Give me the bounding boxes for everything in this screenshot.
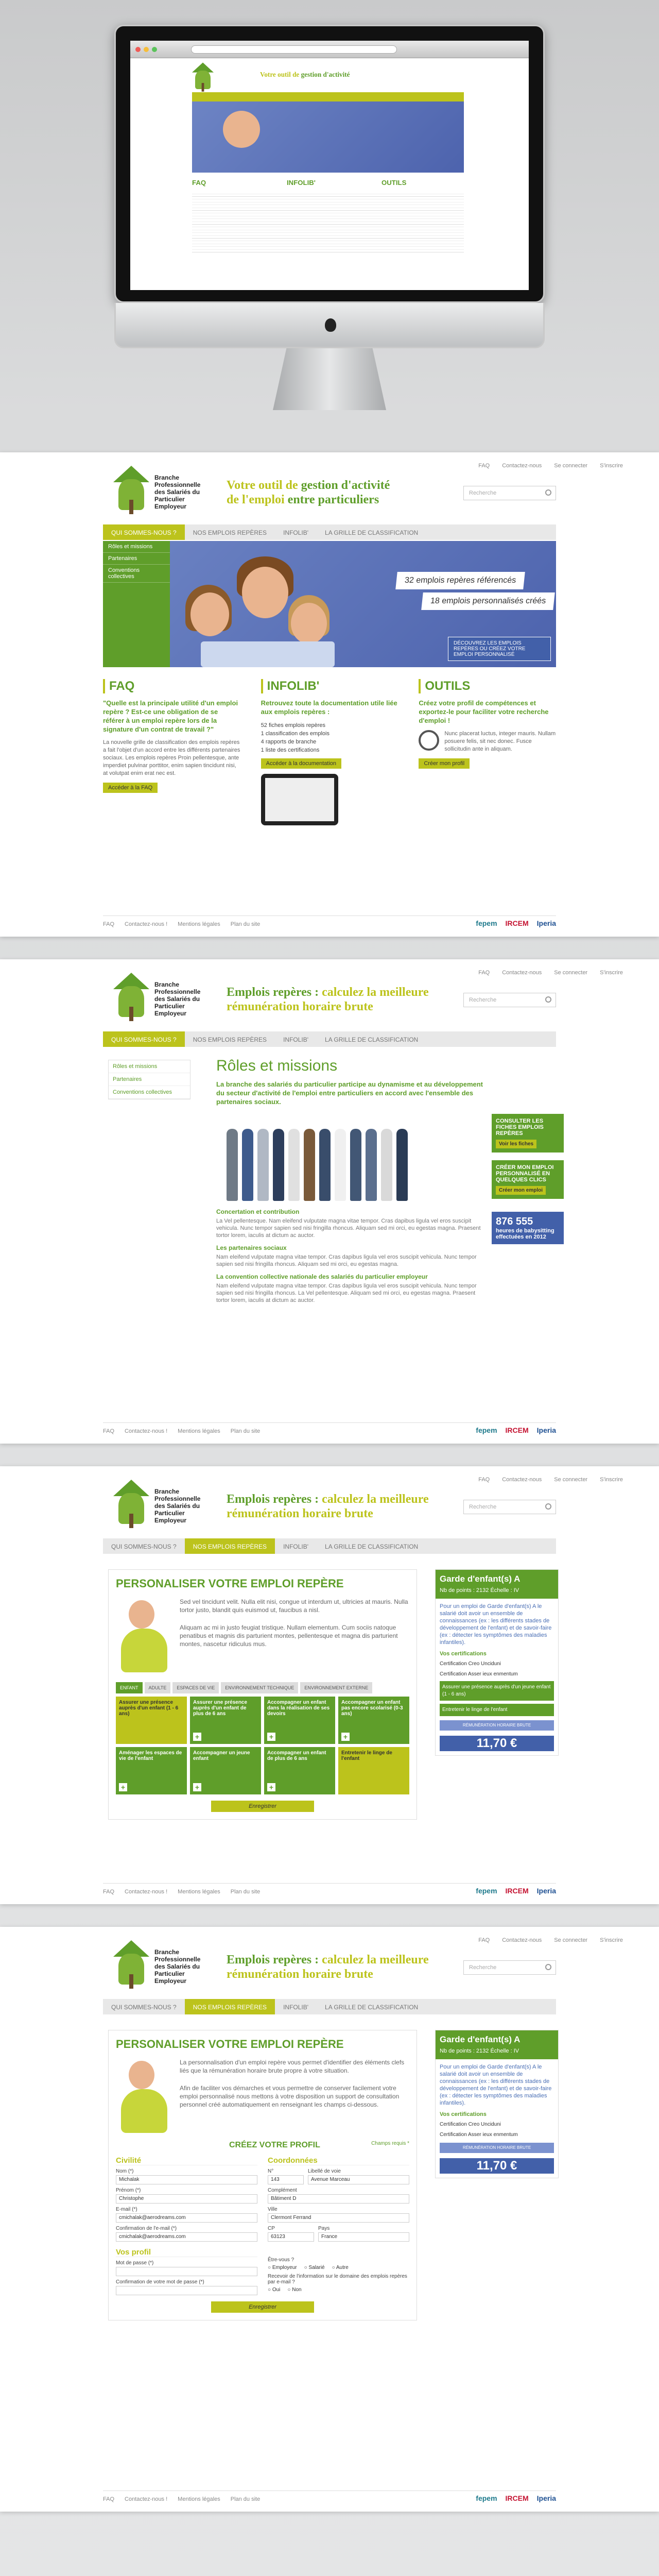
plus-icon[interactable]: + [193, 1733, 201, 1741]
footer-legal-link[interactable]: Mentions légales [178, 1428, 220, 1434]
address-bar[interactable] [191, 45, 397, 54]
panel-title: PERSONALISER VOTRE EMPLOI REPÈRE [116, 1577, 344, 1590]
side-partners-link[interactable]: Partenaires [103, 553, 170, 565]
complement-input[interactable]: Bâtiment D [268, 2194, 409, 2204]
prenom-label: Prénom (*) [116, 2188, 141, 2193]
top-links [478, 463, 623, 469]
faq-link[interactable]: FAQ [478, 1937, 490, 1943]
ircem-logo[interactable]: IRCEM [505, 1887, 529, 1895]
nav-emplois-reperes[interactable]: NOS EMPLOIS REPÈRES [193, 1036, 267, 1043]
section-heading: Concertation et contribution [216, 1208, 300, 1215]
minimize-dot-icon[interactable] [144, 47, 149, 52]
search-input[interactable]: Recherche [463, 486, 556, 500]
plus-icon[interactable]: + [119, 1783, 127, 1791]
intro-text: Sed vel tincidunt velit. Nulla elit nisi, congue ut interdum ut, ultricies at mauris. Nulla tortor justo, blandit quis euismod ut, faucibus a nisl. [180, 1598, 408, 1614]
left-sidebar [108, 1060, 190, 1099]
password-confirm-label: Confirmation de votre mot de passe (*) [116, 2279, 204, 2285]
email-confirm-input[interactable]: cmichalak@aerodreams.com [116, 2232, 257, 2242]
faq-heading: FAQ [103, 679, 240, 693]
faq-link[interactable]: FAQ [478, 463, 490, 469]
footer-legal-link[interactable]: Mentions légales [178, 1889, 220, 1895]
job-points: Nb de points : 2132 Échelle : IV [440, 1587, 519, 1594]
radio-oui[interactable]: ○ Oui [268, 2287, 281, 2293]
task-tile[interactable]: Entretenir le linge de l'enfant [338, 1747, 409, 1794]
iperia-logo[interactable]: Iperia [536, 1887, 556, 1895]
profil-heading: Vos profil [116, 2248, 257, 2257]
certification-item[interactable]: Certification Creo Unciduni [440, 2122, 501, 2127]
register-link[interactable]: S'inscrire [600, 970, 623, 976]
footer-sitemap-link[interactable]: Plan du site [230, 1428, 261, 1434]
email-label: E-mail (*) [116, 2207, 137, 2212]
login-link[interactable]: Se connecter [554, 970, 588, 976]
search-icon[interactable] [545, 1503, 551, 1510]
section-text: Nam eleifend vulputate magna vitae tempor. Cras dapibus ligula vel eros suscipit vehicula. Nunc tempor sapien sed nisi fringilla rhoncus. Aliquam sed mi orci, eu egestas magna. [216, 1254, 477, 1267]
personalize-page-mockup [0, 1466, 659, 1904]
partner-logos [476, 919, 556, 927]
create-job-button[interactable]: Créer mon emploi [496, 1186, 546, 1195]
certification-item[interactable]: Certification Asser ieux enmentum [440, 1671, 518, 1677]
logo-text: Branche Professionnelle des Salariés du Particulier Employeur [154, 1488, 201, 1524]
footer-sitemap-link[interactable]: Plan du site [230, 921, 261, 927]
required-note: Champs requis * [371, 2141, 409, 2146]
civilite-heading: Civilité [116, 2156, 257, 2165]
task-tile[interactable]: Assurer une présence auprès d'un enfant de plus de 6 ans + [190, 1697, 261, 1744]
outils-intro: Créez votre profil de compétences et exportez-le pour faciliter votre recherche d'emploi ! [419, 699, 549, 724]
nav-infolib[interactable]: INFOLIB' [283, 2004, 309, 2011]
search-icon[interactable] [545, 996, 551, 1003]
task-tile[interactable]: Assurer une présence auprès d'un enfant (1 - 6 ans) [116, 1697, 187, 1744]
task-tile[interactable]: Accompagner un enfant de plus de 6 ans + [264, 1747, 335, 1794]
logo-text: Branche Professionnelle des Salariés du Particulier Employeur [154, 981, 201, 1017]
main-nav [103, 1999, 556, 2014]
iperia-logo[interactable]: Iperia [536, 2494, 556, 2502]
side-conventions-link[interactable]: Conventions collectives [103, 565, 170, 583]
section-heading: La convention collective nationale des salariés du particulier employeur [216, 1273, 428, 1280]
monitor-stand [273, 348, 386, 410]
complement-label: Complément [268, 2188, 297, 2193]
tab-espaces[interactable]: ESPACES DE VIE [172, 1682, 219, 1693]
main-nav [103, 1031, 556, 1047]
outils-text: Nunc placerat luctus, integer mauris. Nullam posuere felis, sit nec donec. Fusce sollicitudin ante in aliquam. [444, 731, 556, 752]
plus-icon[interactable]: + [267, 1783, 275, 1791]
job-title: Garde d'enfant(s) A [440, 2035, 521, 2044]
nav-emplois-reperes[interactable]: NOS EMPLOIS REPÈRES [193, 529, 267, 536]
task-grid [116, 1697, 409, 1794]
job-summary-panel [435, 1569, 559, 1756]
footer-legal-link[interactable]: Mentions légales [178, 921, 220, 927]
apple-logo-icon [325, 318, 336, 332]
plus-icon[interactable]: + [193, 1783, 201, 1791]
save-button[interactable]: Enregistrer [211, 2301, 314, 2313]
footer-faq-link[interactable]: FAQ [103, 921, 115, 927]
role-question: Être-vous ? [268, 2257, 294, 2263]
main-nav [103, 524, 556, 540]
iperia-logo[interactable]: Iperia [536, 919, 556, 927]
intro-text-2: Afin de faciliter vos démarches et vous permettre de conserver facilement votre emploi personnalisé nous mettons à votre disposition un support de consultation personnel créé automatiquement en renseignant les champs ci-dessous. [180, 2084, 400, 2108]
selected-task-button[interactable]: Entretenir le linge de l'enfant [440, 1704, 554, 1716]
monitor-bezel [114, 25, 545, 303]
home-page-mockup [0, 452, 659, 937]
partner-logos [476, 1426, 556, 1434]
footer-faq-link[interactable]: FAQ [103, 1889, 115, 1895]
hero-side-menu [103, 541, 170, 667]
screen-preview: Votre outil de gestion d'activité FAQ INFOLIB' OUTILS [130, 58, 529, 197]
tab-env-externe[interactable]: ENVIRONNEMENT EXTERNE [300, 1682, 372, 1693]
email-confirm-label: Confirmation de l'e-mail (*) [116, 2226, 177, 2231]
fepem-logo[interactable]: fepem [476, 2494, 497, 2502]
radio-employeur[interactable]: ○ Employeur [268, 2265, 297, 2270]
job-description: Pour un emploi de Garde d'enfant(s) A le salarié doit avoir un ensemble de connaissances (ex : les différents stades de développement de l'enfant) et de savoir-faire (ex : détecter les symptômes des maladies infantiles). [440, 1603, 552, 1646]
documentation-button[interactable]: Accéder à la documentation [261, 758, 341, 769]
discover-button[interactable]: DÉCOUVREZ LES EMPLOIS REPÈRES OU CRÉEZ VOTRE EMPLOI PERSONNALISÉ [448, 637, 551, 661]
infolib-column [261, 679, 398, 825]
footer-sitemap-link[interactable]: Plan du site [230, 2496, 261, 2502]
plus-icon[interactable]: + [341, 1733, 350, 1741]
job-title: Garde d'enfant(s) A [440, 1574, 521, 1584]
radio-salarie[interactable]: ○ Salarié [304, 2265, 325, 2270]
section-text: La Vel pellentesque. Nam eleifend vulputate magna vitae tempor. Cras dapibus ligula vel eros suscipit vehicula. Nunc tempor sapien sed nisi fringilla rhoncus. Aliquam sed mi orci, eu egestas magna. Praesent tortor lorem, iaculis at dictum ac auctor. [216, 1218, 481, 1239]
num-label: N° [268, 2168, 274, 2174]
footer-contact-link[interactable]: Contactez-nous ! [125, 2496, 168, 2502]
pays-input[interactable]: France [318, 2232, 409, 2242]
contact-link[interactable]: Contactez-nous [502, 463, 542, 469]
faq-link[interactable]: FAQ [478, 970, 490, 976]
nav-qui-sommes-nous[interactable]: QUI SOMMES-NOUS ? [103, 524, 185, 540]
intro-text: La personnalisation d'un emploi repère vous permet d'identifier des éléments clefs liés que la rémunération horaire brute propre à votre situation. [180, 2059, 405, 2074]
site-logo[interactable] [113, 1938, 206, 1995]
create-box [492, 1160, 564, 1199]
nav-qui-sommes-nous[interactable]: QUI SOMMES-NOUS ? [111, 2004, 177, 2011]
nav-infolib[interactable]: INFOLIB' [283, 1543, 309, 1550]
price-label: RÉMUNÉRATION HORAIRE BRUTE [440, 1720, 554, 1731]
stat-number: 876 555 [496, 1216, 533, 1227]
page-lead: La branche des salariés du particulier participe au dynamisme et au développement du secteur d'activité de l'emploi entre particuliers en accord avec l'ensemble des partenaires sociaux. [216, 1080, 483, 1106]
register-link[interactable]: S'inscrire [600, 1477, 623, 1483]
contact-link[interactable]: Contactez-nous [502, 1937, 542, 1943]
job-summary-panel [435, 2030, 559, 2178]
login-link[interactable]: Se connecter [554, 1937, 588, 1943]
partner-logos [476, 2494, 556, 2502]
footer-faq-link[interactable]: FAQ [103, 2496, 115, 2502]
workers-photo [216, 1113, 484, 1201]
nav-grille[interactable]: LA GRILLE DE CLASSIFICATION [325, 1036, 419, 1043]
create-box-text: CRÉER MON EMPLOI PERSONNALISÉ EN QUELQUES CLICS [496, 1164, 554, 1183]
nav-emplois-reperes[interactable]: NOS EMPLOIS REPÈRES [185, 1538, 275, 1554]
password-confirm-input[interactable] [116, 2286, 257, 2295]
nom-input[interactable]: Michalak [116, 2175, 257, 2184]
infolib-intro: Retrouvez toute la documentation utile liée aux emplois repères : [261, 699, 397, 716]
nav-grille[interactable]: LA GRILLE DE CLASSIFICATION [325, 529, 419, 536]
contact-link[interactable]: Contactez-nous [502, 970, 542, 976]
task-tile[interactable]: Accompagner un enfant dans la réalisation de ses devoirs + [264, 1697, 335, 1744]
fepem-logo[interactable]: fepem [476, 1426, 497, 1434]
hero-banner [103, 541, 556, 667]
tab-env-technique[interactable]: ENVIRONNEMENT TECHNIQUE [221, 1682, 298, 1693]
profile-form-panel [108, 2030, 417, 2320]
nav-qui-sommes-nous[interactable]: QUI SOMMES-NOUS ? [111, 1543, 177, 1550]
infolib-item[interactable]: 4 rapports de branche [261, 739, 317, 745]
sidebar-item-roles[interactable]: Rôles et missions [109, 1060, 190, 1073]
consult-box-text: CONSULTER LES FICHES EMPLOIS REPÈRES [496, 1118, 544, 1137]
pays-label: Pays [318, 2226, 330, 2231]
category-tabs [116, 1682, 409, 1693]
plus-icon[interactable]: + [267, 1733, 275, 1741]
logo-text: Branche Professionnelle des Salariés du Particulier Employeur [154, 1948, 201, 1985]
search-input[interactable]: Recherche [463, 1960, 556, 1975]
fepem-logo[interactable]: fepem [476, 1887, 497, 1895]
close-dot-icon[interactable] [135, 47, 141, 52]
faq-question: "Quelle est la principale utilité d'un emploi repère ? Est-ce une obligation de se référer à un emploi repère lors de la signature d'un contrat de travail ?" [103, 699, 238, 733]
faq-text: La nouvelle grille de classification des emplois repères a fait l'objet d'un accord entre les différents partenaires sociaux. Les emplois repères Proin pellentesque, ante imperdiet pulvinar porttitor, enim sapien tincidunt nisi, at volutpat enim erat nec est. [103, 739, 240, 776]
monitor-chin [114, 303, 545, 348]
footer-sitemap-link[interactable]: Plan du site [230, 1889, 261, 1895]
stat-box [492, 1212, 564, 1244]
view-sheets-button[interactable]: Voir les fiches [496, 1140, 536, 1148]
job-points: Nb de points : 2132 Échelle : IV [440, 2048, 519, 2054]
iperia-logo[interactable]: Iperia [536, 1426, 556, 1434]
save-button[interactable]: Enregistrer [211, 1801, 314, 1812]
section-text: Nam eleifend vulputate magna vitae tempor. Cras dapibus ligula vel eros suscipit vehicula. Nunc tempor sapien sed nisi fringilla rhoncus. La Vel pellentesque. Aliquam sed mi orci, eu egestas magna. Praesent tortor lorem, iaculis at dictum ac auctor. [216, 1283, 477, 1303]
radio-autre[interactable]: ○ Autre [332, 2265, 349, 2270]
ircem-logo[interactable]: IRCEM [505, 2494, 529, 2502]
register-link[interactable]: S'inscrire [600, 1937, 623, 1943]
nav-infolib[interactable]: INFOLIB' [283, 529, 309, 536]
site-logo[interactable] [113, 464, 206, 520]
nom-label: Nom (*) [116, 2168, 134, 2174]
infolib-item[interactable]: 1 liste des certifications [261, 747, 320, 753]
profile-page-mockup [0, 1927, 659, 2512]
home-columns [103, 679, 556, 825]
cp-input[interactable]: 63123 [268, 2232, 314, 2242]
search-input[interactable]: Recherche [463, 993, 556, 1007]
faq-button[interactable]: Accéder à la FAQ [103, 783, 158, 793]
create-profile-button[interactable]: Créer mon profil [419, 758, 470, 769]
footer [103, 1422, 556, 1434]
site-logo[interactable] [113, 971, 206, 1027]
register-link[interactable]: S'inscrire [600, 463, 623, 469]
tab-enfant[interactable]: ENFANT [116, 1682, 143, 1693]
nav-emplois-reperes[interactable]: NOS EMPLOIS REPÈRES [185, 1999, 275, 2014]
roles-page-mockup [0, 959, 659, 1444]
home-slogan: Votre outil de gestion d'activité de l'emploi entre particuliers [227, 479, 390, 506]
partner-logos [476, 1887, 556, 1895]
coordonnees-heading: Coordonnées [268, 2156, 409, 2165]
login-link[interactable]: Se connecter [554, 463, 588, 469]
selected-task-button[interactable]: Assurer une présence auprès d'un jeune enfant (1 - 6 ans) [440, 1681, 554, 1701]
certification-item[interactable]: Certification Creo Unciduni [440, 1661, 501, 1667]
site-logo[interactable] [113, 1478, 206, 1534]
footer [103, 916, 556, 927]
search-icon[interactable] [545, 1964, 551, 1970]
side-roles-link[interactable]: Rôles et missions [103, 541, 170, 553]
search-input[interactable]: Recherche [463, 1500, 556, 1514]
footer-contact-link[interactable]: Contactez-nous ! [125, 921, 168, 927]
monitor-screen [130, 41, 529, 290]
email-input[interactable]: cmichalak@aerodreams.com [116, 2213, 257, 2223]
certification-item[interactable]: Certification Asser ieux enmentum [440, 2132, 518, 2138]
section-heading: Les partenaires sociaux [216, 1244, 287, 1251]
family-photo [180, 554, 355, 667]
cp-label: CP [268, 2226, 275, 2231]
hero-stat-2: 18 emplois personnalisés créés [421, 592, 555, 610]
task-tile[interactable]: Aménager les espaces de vie de l'enfant + [116, 1747, 187, 1794]
contact-link[interactable]: Contactez-nous [502, 1477, 542, 1483]
footer-faq-link[interactable]: FAQ [103, 1428, 115, 1434]
footer-contact-link[interactable]: Contactez-nous ! [125, 1428, 168, 1434]
top-links [478, 1477, 623, 1483]
sidebar-item-conventions[interactable]: Conventions collectives [109, 1086, 190, 1099]
faq-link[interactable]: FAQ [478, 1477, 490, 1483]
ircem-logo[interactable]: IRCEM [505, 1426, 529, 1434]
nav-qui-sommes-nous[interactable]: QUI SOMMES-NOUS ? [103, 1031, 185, 1047]
certifications-heading: Vos certifications [440, 2111, 487, 2117]
job-description: Pour un emploi de Garde d'enfant(s) A le salarié doit avoir un ensemble de connaissances (ex : les différents stades de développement de l'enfant) et de savoir-faire (ex : détecter les symptômes des maladies infantiles). [440, 2064, 552, 2106]
task-tile[interactable]: Accompagner un jeune enfant + [190, 1747, 261, 1794]
slogan: Emplois repères : calculez la meilleure rémunération horaire brute [227, 1953, 429, 1981]
personalize-panel [108, 1569, 417, 1820]
top-links [478, 970, 623, 976]
preview-slogan: Votre outil de gestion d'activité [260, 71, 350, 78]
imac-mockup [114, 25, 545, 416]
ville-input[interactable]: Clermont Ferrand [268, 2213, 409, 2223]
num-input[interactable]: 143 [268, 2175, 304, 2184]
intro-text-2: Aliquam ac mi in justo feugiat tristique. Nullam elementum. Cum sociis natoque penatibus et magnis dis parturient montes, pellentesque et magna dis parturient montes, nascetur ridiculus mus. [180, 1624, 398, 1648]
child-photo [116, 1598, 172, 1675]
voie-input[interactable]: Avenue Marceau [308, 2175, 409, 2184]
radio-non[interactable]: ○ Non [287, 2287, 302, 2293]
maximize-dot-icon[interactable] [152, 47, 157, 52]
sidebar-item-partners[interactable]: Partenaires [109, 1073, 190, 1086]
fepem-logo[interactable]: fepem [476, 919, 497, 927]
slogan: Emplois repères : calculez la meilleure rémunération horaire brute [227, 1493, 429, 1520]
tablet-image [261, 774, 338, 825]
logo-text: Branche Professionnelle des Salariés du Particulier Employeur [154, 474, 201, 510]
consult-box [492, 1114, 564, 1153]
infolib-item[interactable]: 1 classification des emplois [261, 731, 330, 737]
footer-contact-link[interactable]: Contactez-nous ! [125, 1889, 168, 1895]
form-heading: CRÉEZ VOTRE PROFIL [229, 2141, 320, 2149]
child-photo [116, 2058, 172, 2136]
page-title: Rôles et missions [216, 1057, 338, 1074]
search-icon[interactable] [545, 489, 551, 496]
ville-label: Ville [268, 2207, 278, 2212]
stat-text: heures de babysitting effectuées en 2012 [496, 1228, 554, 1240]
voie-label: Libellé de voie [308, 2168, 341, 2174]
outils-column [419, 679, 556, 825]
infolib-item[interactable]: 52 fiches emplois repères [261, 722, 326, 728]
top-links [478, 1937, 623, 1943]
nav-infolib[interactable]: INFOLIB' [283, 1036, 309, 1043]
nav-grille[interactable]: LA GRILLE DE CLASSIFICATION [325, 2004, 419, 2011]
ircem-logo[interactable]: IRCEM [505, 919, 529, 927]
login-link[interactable]: Se connecter [554, 1477, 588, 1483]
price-value: 11,70 € [440, 1736, 554, 1751]
faq-column [103, 679, 240, 825]
roles-slogan: Emplois repères : calculez la meilleure rémunération horaire brute [227, 986, 429, 1013]
panel-title: PERSONALISER VOTRE EMPLOI REPÈRE [116, 2038, 344, 2050]
certifications-heading: Vos certifications [440, 1651, 487, 1657]
price-value: 11,70 € [440, 2158, 554, 2174]
prenom-input[interactable]: Christophe [116, 2194, 257, 2204]
footer [103, 1883, 556, 1895]
roles-content [216, 1057, 484, 1304]
footer [103, 2490, 556, 2502]
footer-legal-link[interactable]: Mentions légales [178, 2496, 220, 2502]
browser-toolbar [130, 41, 529, 58]
infolib-heading: INFOLIB' [261, 679, 398, 693]
outils-heading: OUTILS [419, 679, 556, 693]
password-input[interactable] [116, 2267, 257, 2276]
task-tile[interactable]: Accompagner un enfant pas encore scolarisé (0-3 ans) + [338, 1697, 409, 1744]
tab-adulte[interactable]: ADULTE [145, 1682, 171, 1693]
main-nav [103, 1538, 556, 1554]
nav-grille[interactable]: LA GRILLE DE CLASSIFICATION [325, 1543, 419, 1550]
password-label: Mot de passe (*) [116, 2260, 154, 2266]
price-label: RÉMUNÉRATION HORAIRE BRUTE [440, 2143, 554, 2153]
consent-question: Recevoir de l'information sur le domaine des emplois repères par e-mail ? [268, 2274, 407, 2285]
hero-stat-1: 32 emplois repères référencés [395, 572, 525, 589]
